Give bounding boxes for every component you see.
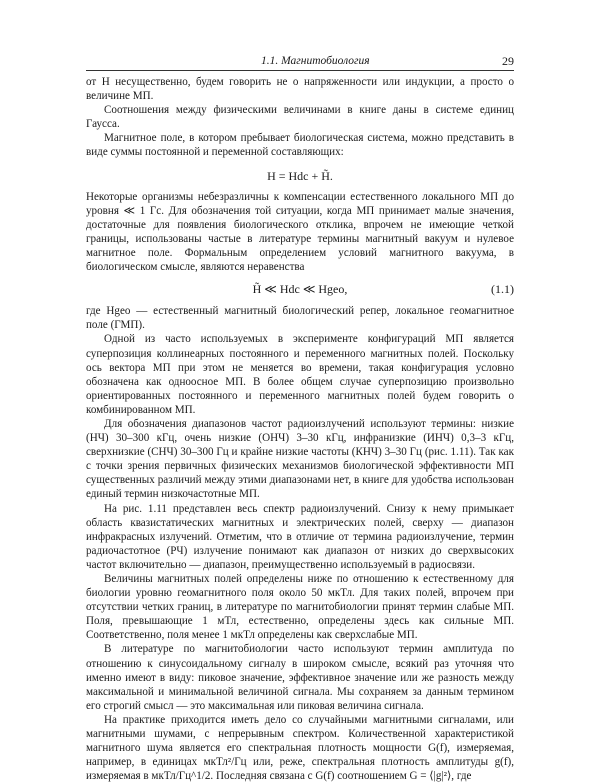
paragraph-8: На рис. 1.11 представлен весь спектр радиоизлучений. Снизу к нему примыкает область квазистатических магнитных и электрических полей, сверху — диапазон инфракрасных излучений. Отметим, что в отличие от термина радиоизлучение, термин радиочастотное (РЧ) излучение понимают как диапазон от низких до сверхвысоких частот включительно — диапазон, преимущественно используемый в радиосвязи. — [86, 502, 514, 571]
paragraph-1: от H несущественно, будем говорить не о напряженности или индукции, а просто о величине МП. — [86, 76, 514, 103]
equation-1-1-body: H̃ ≪ Hdc ≪ Hgeo, — [252, 282, 348, 297]
paragraph-7: Для обозначения диапазонов частот радиоизлучений используют термины: низкие (НЧ) 30–300 кГц, очень низкие (ОНЧ) 3–30 кГц, инфранизкие (ИНЧ) 0,3–3 кГц, сверхнизкие (СНЧ) 30–300 Гц и крайне низкие частоты (КНЧ) 3–30 Гц (рис. 1.11). Так как с точки зрения первичных физических механизмов биологической эффективности МП существенных различий между этими диапазонами нет, в книге для удобства использован единый термин низкочастотные МП. — [86, 417, 514, 501]
paragraph-6: Одной из часто используемых в эксперименте конфигураций МП является суперпозиция коллинеарных постоянного и переменного магнитных полей. Поскольку ось вектора МП при этом не меняется во времени, такая конфигурация условно обозначена как одноосное МП. В более общем случае суперпозицию произвольно ориентированных постоянного и переменного магнитных полей будем говорить о комбинированном МП. — [86, 333, 514, 416]
paragraph-5: где Hgeo — естественный магнитный биологический репер, локальное геомагнитное поле (ГМП). — [86, 305, 514, 332]
paragraph-2: Соотношения между физическими величинами в книге даны в системе единиц Гаусса. — [86, 104, 514, 131]
field-sum-formula: H = Hdc + H̃. — [267, 168, 333, 183]
running-header — [86, 52, 514, 71]
page-body — [86, 75, 514, 783]
page-number: 29 — [502, 54, 514, 68]
paragraph-4: Некоторые организмы небезразличны к компенсации естественного локального МП до уровня ≪ 1 Гс. Для обозначения той ситуации, когда МП принимает малые значения, достаточные для появления биологического отклика, впрочем не имеющие четкой границы, использованы частые в литературе термины магнитный вакуум и нулевое магнитное поле. Формальным определением условий магнитного вакуума, в биологическом смысле, являются неравенства — [86, 190, 514, 274]
paragraph-11: На практике приходится иметь дело со случайными магнитными сигналами, или магнитными шумами, с непрерывным спектром. Количественной характеристикой магнитного шума является его спектральная плотность мощности G(f), измеряемая, например, в единицах мкТл²/Гц или, реже, спектральная плотность амплитуды g(f), измеряемая в мкТл/Гц^1/2. Последняя связана с G(f) соотношением G = ⟨|g|²⟩, где — [86, 713, 514, 783]
equation-1-1-number: (1.1) — [491, 282, 514, 297]
paragraph-3: Магнитное поле, в котором пребывает биологическая система, можно представить в виде суммы постоянной и переменной составляющих: — [86, 132, 514, 159]
paragraph-9: Величины магнитных полей определены ниже по отношению к естественному для биологии уровню геомагнитного поля около 50 мкТл. Для таких полей, впрочем при отсутствии четких границ, в литературе по магнитобиологии принят термин слабые МП. Поля, превышающие 1 мТл, естественно, определены здесь как сильные МП. Соответственно, поля менее 1 мкТл определены как сверхслабые МП. — [86, 573, 514, 642]
section-title: 1.1. Магнитобиология — [261, 55, 370, 67]
equation-1-1 — [86, 280, 514, 300]
paragraph-10: В литературе по магнитобиологии часто используют термин амплитуда по отношению к синусоидальному сигналу в широком смысле, всякий раз уточняя что именно имеют в виду: пиковое значение, эффективное значение или же разность между максимальной и минимальной величиной сигнала. Мы сохраняем за данным термином его строгий смысл — это максимальная или пиковая величина сигнала. — [86, 643, 514, 712]
